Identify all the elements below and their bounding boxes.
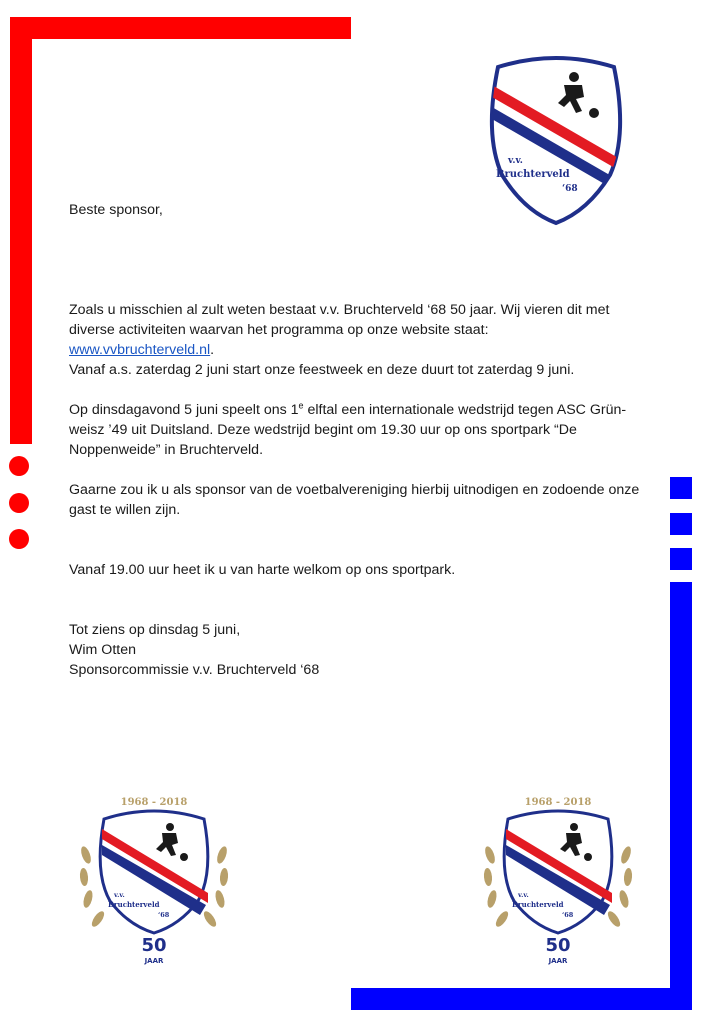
red-dot-3 [9, 529, 29, 549]
paragraph-intro [69, 300, 649, 380]
signature-org: Sponsorcommissie v.v. Bruchterveld ‘68 [69, 662, 320, 678]
blue-frame-bottom [351, 988, 692, 1010]
paragraph-intro-week: Vanaf a.s. zaterdag 2 juni start onze feestweek en deze duurt tot zaterdag 9 juni. [69, 362, 575, 378]
paragraph-intro-text: Zoals u misschien al zult weten bestaat v.v. Bruchterveld ‘68 50 jaar. Wij vieren dit met diverse activiteiten waarvan het programma op onze website staat: [69, 302, 610, 338]
closing-line: Tot ziens op dinsdag 5 juni, [69, 622, 241, 638]
jubilee-logo-year: ‘68 [562, 911, 574, 919]
jubilee-logo-year: ‘68 [158, 911, 170, 919]
jubilee-logo-right [476, 785, 640, 967]
paragraph-match [69, 400, 649, 460]
jubilee-word: JAAR [144, 957, 164, 965]
red-dot-2 [9, 493, 29, 513]
blue-frame-right [670, 582, 692, 1010]
paragraph-welcome: Vanaf 19.00 uur heet ik u van harte welkom op ons sportpark. [69, 562, 456, 578]
red-frame-left [10, 17, 32, 444]
jubilee-logo-club: Bruchterveld [108, 900, 160, 909]
red-frame-top [10, 17, 351, 39]
jubilee-word: JAAR [548, 957, 568, 965]
jubilee-logo-club: Bruchterveld [512, 900, 564, 909]
paragraph-invitation: Gaarne zou ik u als sponsor van de voetbalvereniging hierbij uitnodigen en zodoende onze gast te willen zijn. [69, 482, 640, 518]
closing [69, 620, 649, 680]
blue-square-1 [670, 477, 692, 499]
jubilee-years: 1968 - 2018 [120, 797, 188, 808]
blue-square-3 [670, 548, 692, 570]
logo-text-club: Bruchterveld [496, 169, 570, 180]
jubilee-logo-left [72, 785, 236, 967]
letter-body [69, 200, 649, 680]
match-text-pre: Op dinsdagavond 5 juni speelt ons 1 [69, 402, 299, 418]
logo-text-year: ‘68 [562, 184, 578, 194]
match-text-sup: e [298, 400, 304, 411]
jubilee-number: 50 [545, 935, 571, 956]
jubilee-logo-vv: v.v. [518, 891, 529, 899]
jubilee-years: 1968 - 2018 [524, 797, 592, 808]
link-period: . [210, 342, 215, 358]
logo-text-vv: v.v. [508, 156, 523, 166]
red-dot-1 [9, 456, 29, 476]
salutation: Beste sponsor, [69, 202, 163, 218]
jubilee-logo-vv: v.v. [114, 891, 125, 899]
blue-square-2 [670, 513, 692, 535]
signature-name: Wim Otten [69, 642, 137, 658]
match-text-post: elftal een internationale wedstrijd tegen ASC Grün-weisz ’49 uit Duitsland. Deze wedstrijd begint om 19.30 uur op ons sportpark “De Noppenweide” in Bruchterveld. [69, 402, 627, 458]
jubilee-number: 50 [141, 935, 167, 956]
website-link[interactable]: www.vvbruchterveld.nl [69, 342, 211, 358]
